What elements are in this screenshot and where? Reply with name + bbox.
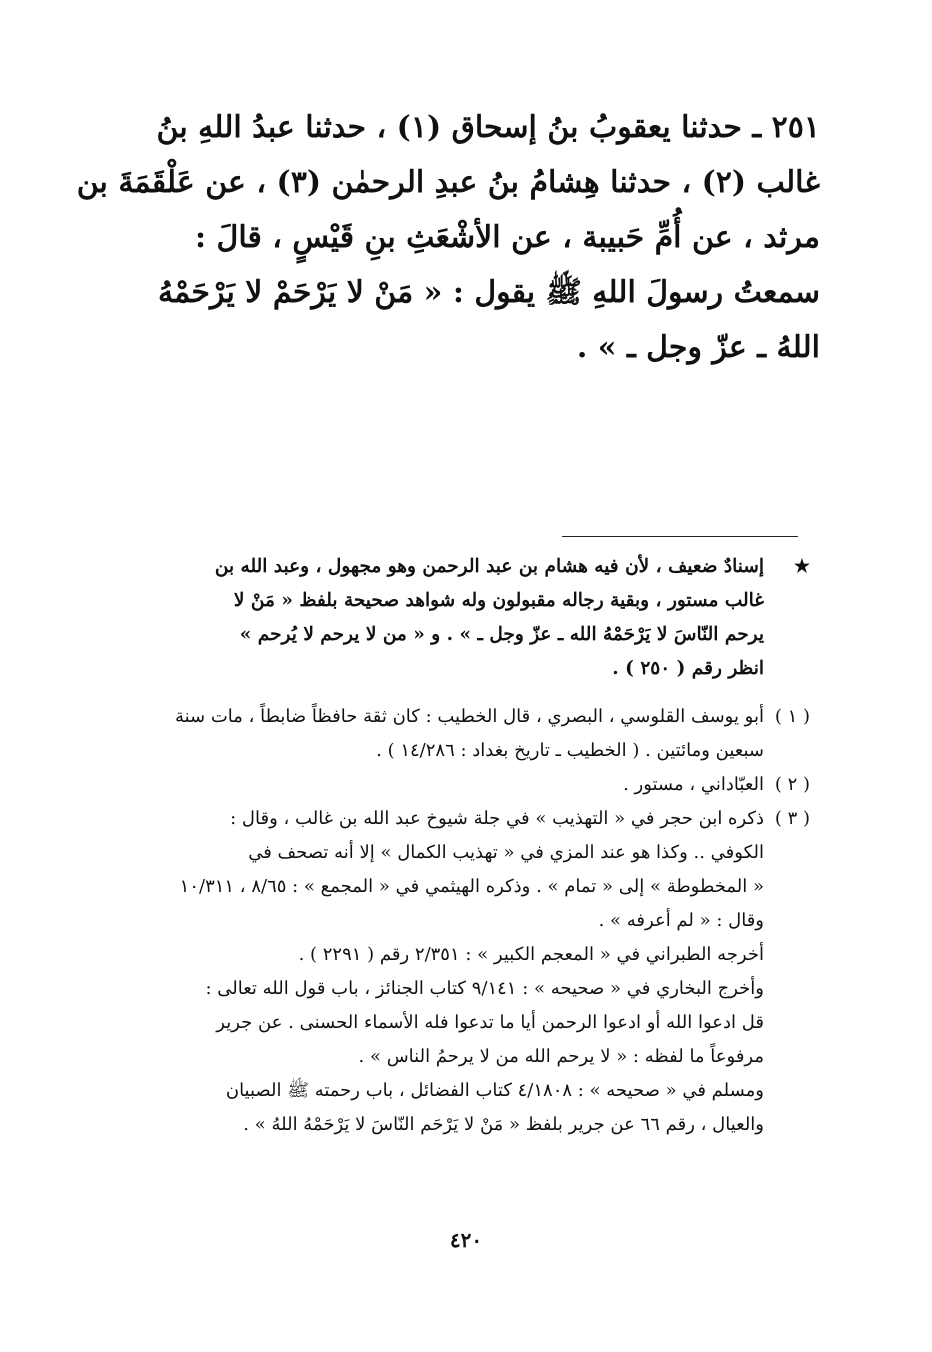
hadith-text <box>76 100 820 375</box>
takhrij-line: ومسلم في « صحيحه » : ٤/١٨٠٨ كتاب الفضائل ، باب رحمته ﷺ الصبيان <box>225 1080 764 1101</box>
takhrij-line: وأخرج البخاري في « صحيحه » : ٩/١٤١ كتاب الجنائز ، باب قول الله تعالى : <box>205 978 764 999</box>
hadith-line: سمعتُ رسولَ اللهِ ﷺ يقول : « مَنْ لا يَرْحَمْ لا يَرْحَمْهُ <box>157 275 820 310</box>
footnote-divider <box>562 536 798 537</box>
footnote-line: الكوفي .. وكذا هو عند المزي في « تهذيب الكمال » إلا أنه تصحف في <box>248 842 764 863</box>
footnote-line: سبعين ومائتين . ( الخطيب ـ تاريخ بغداد : ١٤/٢٨٦ ) . <box>376 740 764 761</box>
footnote-line: أبو يوسف القلوسي ، البصري ، قال الخطيب : كان ثقة حافظاً ضابطاً ، مات سنة <box>174 706 764 727</box>
grading-line: غالب مستور ، وبقية رجاله مقبولون وله شواهد صحيحة بلفظ « مَنْ لا <box>233 590 764 611</box>
footnote-number: ( ١ ) <box>774 706 810 727</box>
hadith-line: مرثد ، عن أُمِّ حَبيبة ، عن الأشْعَثِ بنِ قَيْسٍ ، قالَ : <box>195 220 820 255</box>
footnotes <box>98 700 810 1142</box>
hadith-line: ٢٥١ ـ حدثنا يعقوبُ بنُ إسحاق (١) ، حدثنا عبدُ اللهِ بنُ <box>156 110 820 145</box>
footnote-line: ذكره ابن حجر في « التهذيب » في جلة شيوخ عبد الله بن غالب ، وقال : <box>230 808 764 829</box>
grading-line: يرحم النّاسَ لا يَرْحَمْهُ الله ـ عزّ وجل ـ » . و « من لا يرحم لا يُرحم » <box>239 624 764 645</box>
footnote-line: « المخطوطة » إلى « تمام » . وذكره الهيثمي في « المجمع » : ٨/٦٥ ، ١٠/٣١١ <box>179 876 764 897</box>
grading-line: انظر رقم ( ٢٥٠ ) . <box>612 658 764 679</box>
takhrij-line: مرفوعاً ما لفظه : « لا يرحم الله من لا يرحمُ الناس » . <box>358 1046 764 1067</box>
takhrij-line: قل ادعوا الله أو ادعوا الرحمن أيا ما تدعوا فله الأسماء الحسنى . عن جرير <box>216 1012 764 1033</box>
star-marker: ★ <box>793 556 810 577</box>
footnote-1 <box>98 700 810 768</box>
hadith-line: اللهُ ـ عزّ وجل ـ » . <box>576 330 820 365</box>
takhrij-line: والعيال ، رقم ٦٦ عن جرير بلفظ « مَنْ لا يَرْحَم النّاسَ لا يَرْحَمْهُ اللهُ » . <box>243 1114 764 1135</box>
footnote-number: ( ٢ ) <box>774 774 810 795</box>
footnote-2 <box>98 768 810 802</box>
takhrij-line: أخرجه الطبراني في « المعجم الكبير » : ٢/٣٥١ رقم ( ٢٢٩١ ) . <box>298 944 764 965</box>
footnote-3 <box>98 802 810 1142</box>
footnote-line: العبّاداني ، مستور . <box>623 774 764 795</box>
footnote-number: ( ٣ ) <box>774 808 810 829</box>
isnad-grading-note <box>98 550 810 686</box>
footnote-line: وقال : « لم أعرفه » . <box>598 910 764 931</box>
page-number: ٤٢٠ <box>449 1228 483 1252</box>
grading-line: إسنادٌ ضعيف ، لأن فيه هشام بن عبد الرحمن وهو مجهول ، وعبد الله بن <box>214 556 764 577</box>
hadith-line: غالب (٢) ، حدثنا هِشامُ بنُ عبدِ الرحمٰن (٣) ، عن عَلْقَمَةَ بن <box>76 165 820 200</box>
